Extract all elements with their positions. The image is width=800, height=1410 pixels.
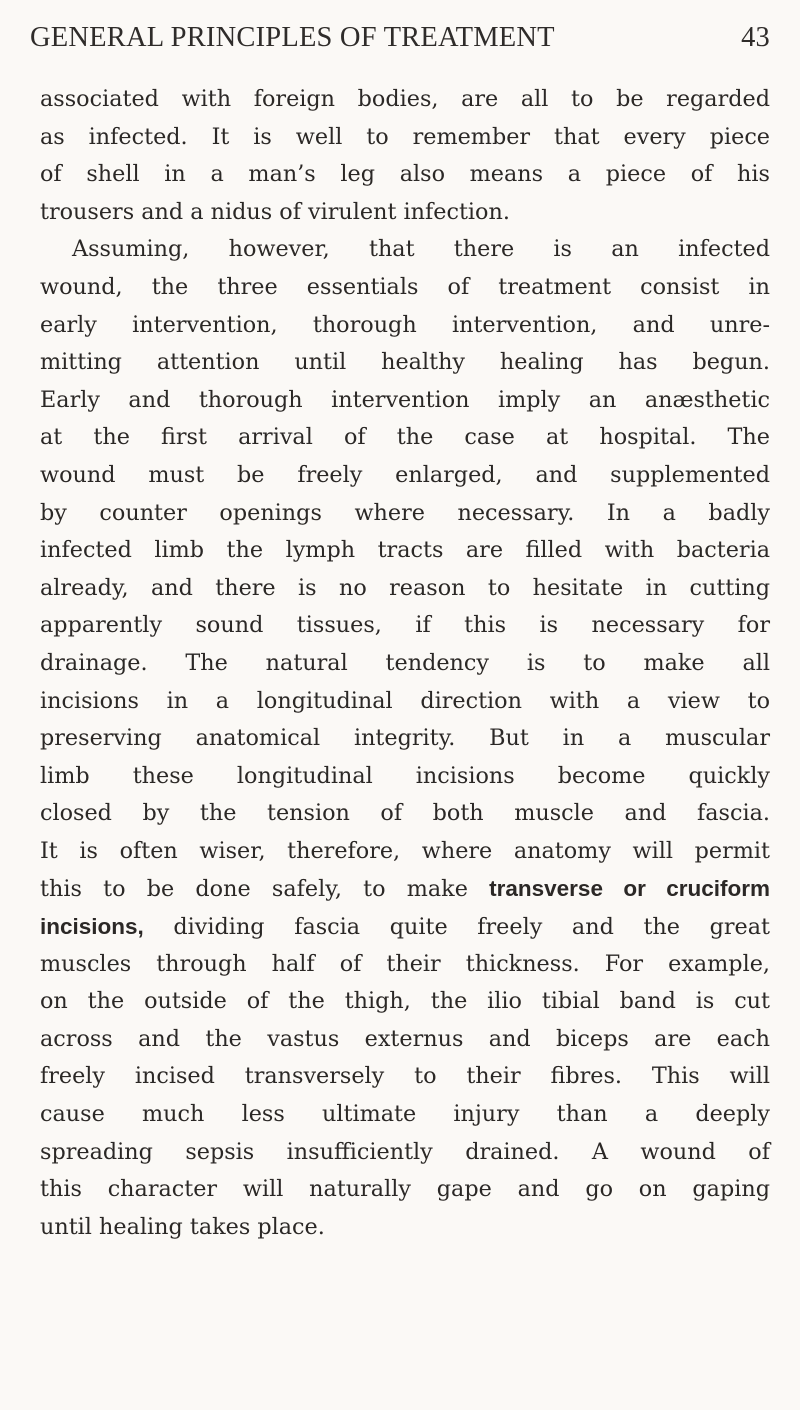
text-line: of shell in a man’s leg also means a piece of his [40,161,770,188]
text-line: at the first arrival of the case at hospital. The [40,424,770,451]
text-line: Early and thorough intervention imply an anæsthetic [40,386,770,413]
text-line: spreading sepsis insufficiently drained. A wound of [40,1138,770,1165]
running-head [30,22,770,72]
text-line: It is often wiser, therefore, where anatomy will permit [40,837,770,864]
text-line: on the outside of the thigh, the ilio tibial band is cut [40,988,770,1015]
text-line: early intervention, thorough intervention, and unre- [40,311,770,338]
text-line: by counter openings where necessary. In a badly [40,499,770,526]
emphasized-phrase: transverse or cruciform [489,876,771,902]
text-line: infected limb the lymph tracts are filled with bacteria [40,537,770,564]
text-line: already, and there is no reason to hesitate in cutting [40,574,770,601]
paragraph-start-line: Assuming, however, that there is an infected [72,236,770,263]
text-line: freely incised transversely to their fibres. This will [40,1063,770,1090]
text-line: apparently sound tissues, if this is necessary for [40,612,770,639]
body-text [40,81,770,1246]
text-line: as infected. It is well to remember that every piece [40,123,770,150]
page-number: 43 [741,22,770,53]
text-line: until healing takes place. [40,1213,325,1240]
chapter-title: GENERAL PRINCIPLES OF TREATMENT [30,22,555,53]
text-line: cause much less ultimate injury than a deeply [40,1101,770,1128]
text-line: muscles through half of their thickness. For example, [40,950,770,977]
text-line: wound must be freely enlarged, and supplemented [40,461,770,488]
text-fragment: dividing fascia quite freely and the great [173,914,770,941]
text-line: preserving anatomical integrity. But in a muscular [40,725,770,752]
text-line: wound, the three essentials of treatment consist in [40,273,770,300]
text-line: incisions in a longitudinal direction with a view to [40,687,770,714]
text-line [40,870,770,908]
text-line: drainage. The natural tendency is to make all [40,649,770,676]
text-line: closed by the tension of both muscle and fascia. [40,800,770,827]
text-fragment: this to be done safely, to make [40,876,468,903]
text-line: across and the vastus externus and biceps are each [40,1025,770,1052]
text-line: this character will naturally gape and go on gaping [40,1176,770,1203]
emphasized-word: incisions, [40,914,144,940]
text-line: associated with foreign bodies, are all to be regarded [40,86,770,112]
text-line: trousers and a nidus of virulent infection. [40,198,510,225]
text-line: mitting attention until healthy healing has begun. [40,349,770,376]
text-line [40,908,770,946]
text-line: limb these longitudinal incisions become quickly [40,762,770,789]
